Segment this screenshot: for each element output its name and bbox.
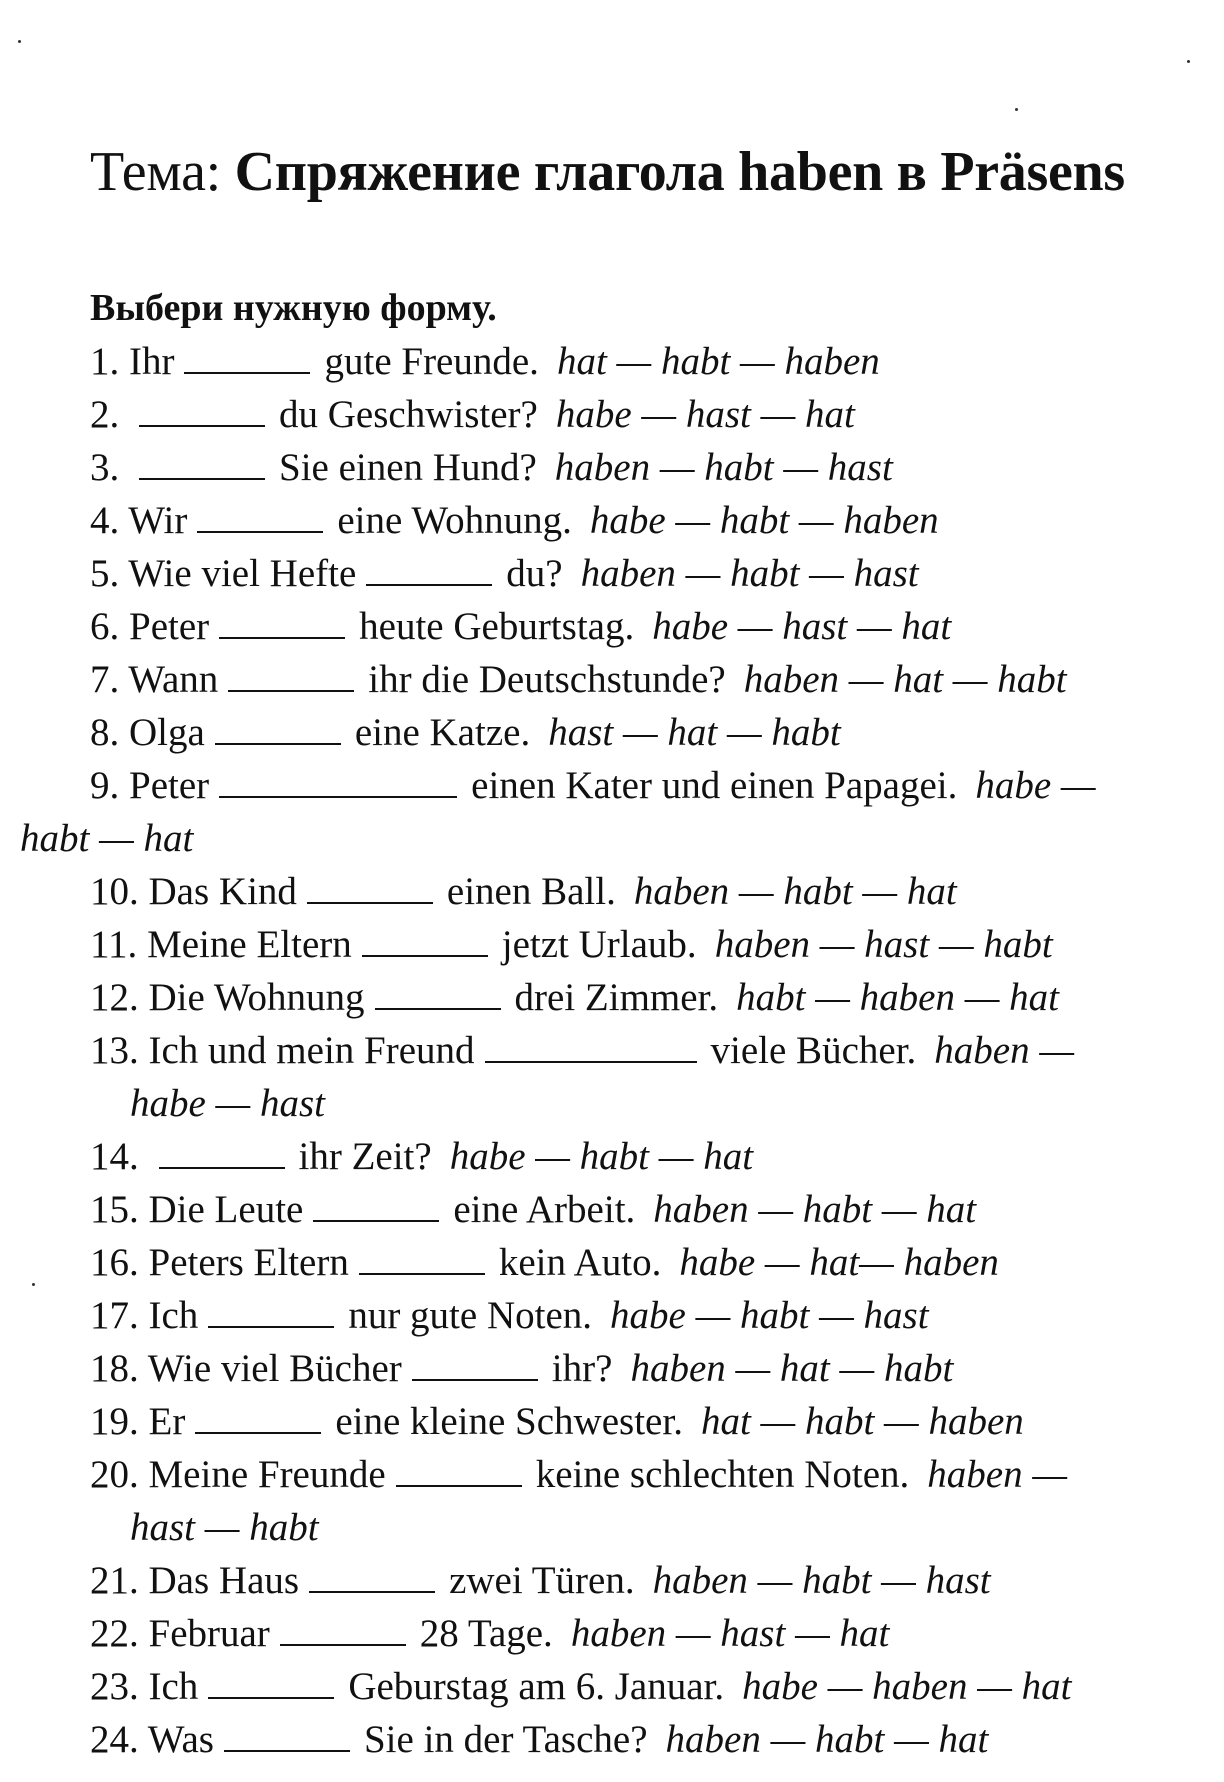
sentence-end: eine Wohnung. <box>337 499 572 542</box>
sentence-end: eine Katze. <box>354 711 531 754</box>
scan-speck <box>1187 60 1190 63</box>
exercise-number: 23. <box>90 1665 139 1708</box>
exercise-number: 7. <box>90 658 120 701</box>
sentence-start: Die Leute <box>148 1188 304 1231</box>
sentence-start: Februar <box>148 1612 270 1655</box>
answer-options: haben — hat — habt <box>630 1347 954 1390</box>
exercise-item <box>0 1289 1224 1342</box>
answer-blank[interactable] <box>224 1718 350 1752</box>
sentence-end: keine schlechten Noten. <box>535 1453 910 1496</box>
exercise-number: 15. <box>90 1188 139 1231</box>
exercise-item <box>0 865 1224 918</box>
answer-options: haben — hat — habt <box>743 658 1067 701</box>
exercise-number: 3. <box>90 446 120 489</box>
sentence-start: Wie viel Hefte <box>128 552 357 595</box>
answer-blank[interactable] <box>313 1188 439 1222</box>
sentence-end: jetzt Urlaub. <box>501 923 697 966</box>
answer-options: habt — haben — hat <box>736 976 1059 1019</box>
sentence-end: nur gute Noten. <box>348 1294 593 1337</box>
sentence-start: Ich und mein Freund <box>148 1029 475 1072</box>
answer-blank[interactable] <box>228 658 354 692</box>
exercise-number: 10. <box>90 870 139 913</box>
sentence-start: Meine Eltern <box>147 923 352 966</box>
exercise-number: 8. <box>90 711 120 754</box>
answer-blank[interactable] <box>485 1029 697 1063</box>
sentence-start: Wie viel Bücher <box>147 1347 402 1390</box>
sentence-start: Ich <box>148 1665 199 1708</box>
sentence-end: du? <box>506 552 563 595</box>
answer-blank[interactable] <box>366 552 492 586</box>
exercise-number: 9. <box>90 764 120 807</box>
sentence-end: kein Auto. <box>498 1241 662 1284</box>
answer-options: haben — habt — hat <box>653 1188 977 1231</box>
exercise-number: 16. <box>90 1241 139 1284</box>
answer-options: haben — habt — hast <box>554 446 893 489</box>
sentence-start: Was <box>147 1718 214 1761</box>
exercise-item <box>0 1183 1224 1236</box>
sentence-start: Das Kind <box>148 870 297 913</box>
answer-blank[interactable] <box>139 446 265 480</box>
exercise-item <box>0 1395 1224 1448</box>
exercise-number: 4. <box>90 499 120 542</box>
sentence-start: Die Wohnung <box>148 976 365 1019</box>
page-title <box>90 140 1125 204</box>
answer-blank[interactable] <box>396 1453 522 1487</box>
answer-options: haben — hast — hat <box>570 1612 890 1655</box>
sentence-start: Meine Freunde <box>148 1453 386 1496</box>
answer-blank[interactable] <box>359 1241 485 1275</box>
answer-blank[interactable] <box>412 1347 538 1381</box>
sentence-end: einen Kater und einen Papagei. <box>471 764 958 807</box>
answer-options: habe — hast — hat <box>555 393 855 436</box>
answer-blank[interactable] <box>375 976 501 1010</box>
answer-blank[interactable] <box>309 1559 435 1593</box>
answer-blank[interactable] <box>208 1665 334 1699</box>
sentence-start: Peters Eltern <box>148 1241 349 1284</box>
answer-blank[interactable] <box>208 1294 334 1328</box>
answer-options: haben — <box>934 1029 1075 1072</box>
sentence-end: eine Arbeit. <box>453 1188 636 1231</box>
sentence-end: eine kleine Schwester. <box>335 1400 683 1443</box>
sentence-end: heute Geburtstag. <box>359 605 635 648</box>
answer-options: habe — habt — hast <box>610 1294 929 1337</box>
exercise-item <box>0 706 1224 759</box>
exercise-number: 2. <box>90 393 120 436</box>
exercise-number: 21. <box>90 1559 139 1602</box>
exercise-number: 18. <box>90 1347 139 1390</box>
sentence-start: Peter <box>129 764 210 807</box>
sentence-end: zwei Türen. <box>449 1559 635 1602</box>
sentence-start: Olga <box>129 711 205 754</box>
exercise-item <box>0 335 1224 388</box>
exercise-number: 17. <box>90 1294 139 1337</box>
exercise-number: 22. <box>90 1612 139 1655</box>
answer-options: habe — hat— haben <box>679 1241 999 1284</box>
exercise-item <box>0 971 1224 1024</box>
exercise-item <box>0 918 1224 971</box>
answer-blank[interactable] <box>197 499 323 533</box>
sentence-end: 28 Tage. <box>419 1612 553 1655</box>
exercise-list <box>0 335 1224 1766</box>
exercise-item <box>0 1024 1224 1077</box>
title-topic: Спряжение глагола haben в Präsens <box>234 141 1125 203</box>
exercise-number: 19. <box>90 1400 139 1443</box>
exercise-number: 12. <box>90 976 139 1019</box>
sentence-end: viele Bücher. <box>710 1029 917 1072</box>
answer-options: haben — habt — hat <box>665 1718 989 1761</box>
exercise-item <box>0 1130 1224 1183</box>
answer-options: habe — habt — hat <box>449 1135 754 1178</box>
exercise-number: 6. <box>90 605 120 648</box>
answer-blank[interactable] <box>219 605 345 639</box>
answer-options: habe — hast — hat <box>652 605 952 648</box>
exercise-number: 11. <box>90 923 138 966</box>
title-prefix: Тема: <box>90 141 235 203</box>
answer-options-continuation: hast — habt <box>130 1506 319 1549</box>
sentence-end: ihr die Deutschstunde? <box>368 658 726 701</box>
exercise-item <box>0 600 1224 653</box>
answer-blank[interactable] <box>307 870 433 904</box>
sentence-end: ihr Zeit? <box>298 1135 432 1178</box>
exercise-item <box>0 653 1224 706</box>
exercise-instruction: Выбери нужную форму. <box>90 287 497 329</box>
answer-blank[interactable] <box>159 1135 285 1169</box>
exercise-number: 13. <box>90 1029 139 1072</box>
exercise-item <box>0 1554 1224 1607</box>
sentence-start: Wir <box>128 499 188 542</box>
exercise-number: 20. <box>90 1453 139 1496</box>
exercise-item <box>0 1236 1224 1289</box>
exercise-item <box>0 1342 1224 1395</box>
sentence-start: Ich <box>148 1294 199 1337</box>
sentence-end: Sie in der Tasche? <box>363 1718 648 1761</box>
scan-speck <box>32 1283 35 1286</box>
sentence-end: drei Zimmer. <box>514 976 719 1019</box>
sentence-end: einen Ball. <box>446 870 616 913</box>
answer-options-continuation: habe — hast <box>130 1082 325 1125</box>
sentence-end: Sie einen Hund? <box>279 446 537 489</box>
answer-blank[interactable] <box>184 340 310 374</box>
scan-speck <box>1015 108 1018 111</box>
answer-options: haben — habt — hast <box>652 1559 991 1602</box>
exercise-number: 14. <box>90 1135 139 1178</box>
exercise-item <box>0 388 1224 441</box>
exercise-number: 1. <box>90 340 120 383</box>
answer-blank[interactable] <box>362 923 488 957</box>
answer-blank[interactable] <box>215 711 341 745</box>
sentence-end: du Geschwister? <box>279 393 538 436</box>
answer-blank[interactable] <box>195 1400 321 1434</box>
exercise-item <box>0 1448 1224 1501</box>
answer-options: hast — hat — habt <box>548 711 841 754</box>
exercise-number: 24. <box>90 1718 139 1761</box>
exercise-item <box>0 1713 1224 1766</box>
exercise-item <box>0 441 1224 494</box>
answer-blank[interactable] <box>280 1612 406 1646</box>
answer-options: haben — <box>927 1453 1068 1496</box>
answer-options: haben — habt — hat <box>633 870 957 913</box>
answer-options: haben — habt — hast <box>580 552 919 595</box>
answer-options: hat — habt — haben <box>556 340 880 383</box>
answer-options: habe — haben — hat <box>742 1665 1072 1708</box>
answer-options: habe — <box>975 764 1096 807</box>
answer-options: habe — habt — haben <box>589 499 939 542</box>
sentence-start: Er <box>148 1400 186 1443</box>
sentence-start: Peter <box>129 605 210 648</box>
sentence-start: Das Haus <box>148 1559 300 1602</box>
answer-blank[interactable] <box>219 764 457 798</box>
exercise-item <box>0 547 1224 600</box>
answer-options-continuation: habt — hat <box>20 817 194 860</box>
sentence-start: Ihr <box>129 340 175 383</box>
sentence-end: Geburstag am 6. Januar. <box>348 1665 725 1708</box>
sentence-start: Wann <box>128 658 219 701</box>
exercise-item <box>0 494 1224 547</box>
answer-blank[interactable] <box>139 393 265 427</box>
exercise-number: 5. <box>90 552 120 595</box>
scan-speck <box>18 40 21 43</box>
exercise-item <box>0 759 1224 812</box>
exercise-item <box>0 1660 1224 1713</box>
answer-options: hat — habt — haben <box>700 1400 1024 1443</box>
sentence-end: gute Freunde. <box>324 340 539 383</box>
sentence-end: ihr? <box>551 1347 613 1390</box>
exercise-item <box>0 1607 1224 1660</box>
answer-options: haben — hast — habt <box>714 923 1053 966</box>
